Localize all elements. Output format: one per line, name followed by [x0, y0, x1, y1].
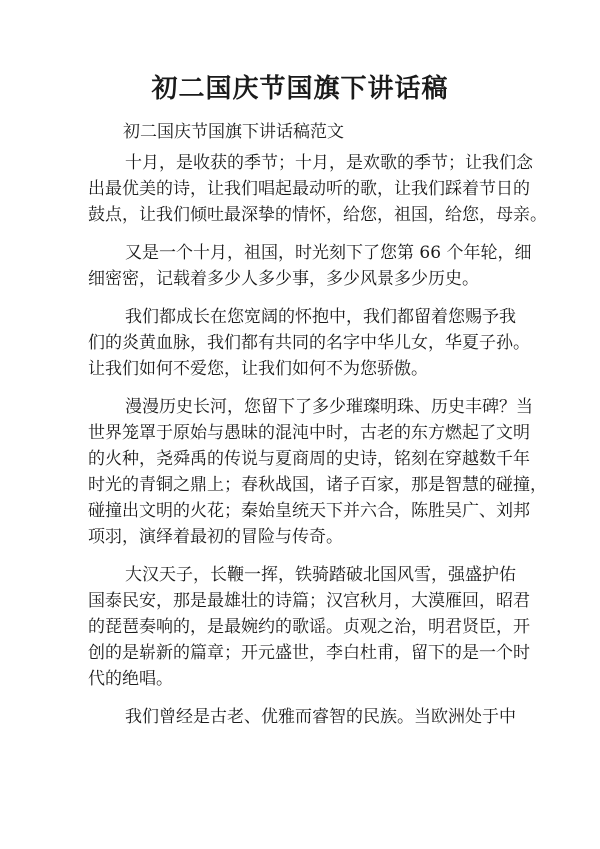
paragraph-line: 漫漫历史长河，您留下了多少璀璨明珠、历史丰碑？当: [125, 397, 533, 417]
paragraph-line: 又是一个十月，祖国，时光刻下了您第 66 个年轮，细: [125, 243, 532, 263]
paragraph: [88, 394, 547, 550]
paragraph: [88, 150, 547, 228]
paragraph-line: 碰撞出文明的火花；秦始皇统天下并六合，陈胜吴广、刘邦: [88, 501, 530, 521]
paragraph: [88, 304, 530, 382]
paragraph-line: 我们都成长在您宽阔的怀抱中，我们都留着您赐予我: [125, 307, 516, 327]
paragraph-line: 国泰民安，那是最雄壮的诗篇；汉宫秋月，大漠雁回，昭君: [88, 591, 530, 611]
paragraph-line: 项羽，演绎着最初的冒险与传奇。: [88, 527, 343, 547]
paragraph-line: 细密密，记载着多少人多少事，多少风景多少历史。: [88, 269, 479, 289]
paragraph-line: 出最优美的诗，让我们唱起最动听的歌，让我们踩着节日的: [88, 179, 530, 199]
paragraph-line: 大汉天子，长鞭一挥，铁骑踏破北国风雪，强盛护佑: [125, 565, 516, 585]
document-body: [88, 150, 547, 742]
paragraph-line: 的琵琶奏响的，是最婉约的歌谣。贞观之治，明君贤臣，开: [88, 617, 530, 637]
paragraph-line: 我们曾经是古老、优雅而睿智的民族。当欧洲处于中: [125, 707, 516, 727]
paragraph-line: 让我们如何不爱您，让我们如何不为您骄傲。: [88, 359, 428, 379]
paragraph-line: 鼓点，让我们倾吐最深挚的情怀，给您，祖国，给您，母亲。: [88, 205, 547, 225]
paragraph: [88, 704, 518, 730]
paragraph: [88, 240, 532, 292]
paragraph: [88, 562, 530, 692]
paragraph-line: 创的是崭新的篇章；开元盛世，李白杜甫，留下的是一个时: [88, 643, 530, 663]
paragraph-line: 世界笼罩于原始与愚昧的混沌中时，古老的东方燃起了文明: [88, 423, 530, 443]
document-title: 初二国庆节国旗下讲话稿: [151, 74, 449, 104]
paragraph-line: 时光的青铜之鼎上；春秋战国，诸子百家，那是智慧的碰撞，: [88, 475, 547, 495]
paragraph-line: 十月，是收获的季节；十月，是欢歌的季节；让我们念: [125, 153, 533, 173]
document-subtitle: 初二国庆节国旗下讲话稿范文: [123, 122, 344, 142]
paragraph-line: 的火种，尧舜禹的传说与夏商周的史诗，铭刻在穿越数千年: [88, 449, 530, 469]
paragraph-line: 们的炎黄血脉，我们都有共同的名字中华儿女，华夏子孙。: [88, 333, 530, 353]
paragraph-line: 代的绝唱。: [88, 669, 173, 689]
